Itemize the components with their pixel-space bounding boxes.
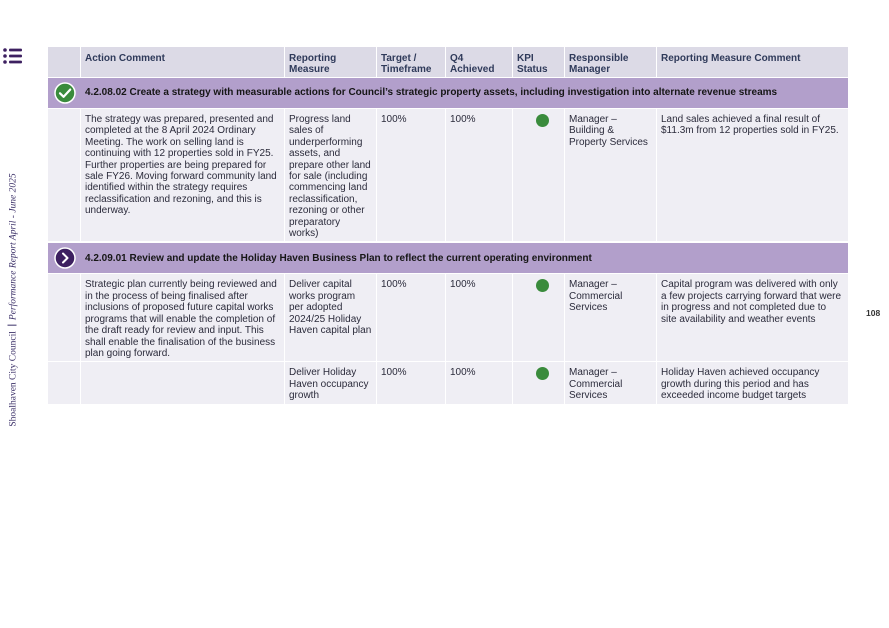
table-header-row — [48, 47, 848, 77]
responsible-manager-cell: Manager – Commercial Services — [565, 274, 657, 362]
action-comment-cell — [81, 362, 285, 404]
header-action-comment: Action Comment — [81, 47, 285, 77]
performance-table — [48, 47, 848, 405]
kpi-status-cell — [513, 274, 565, 362]
header-kpi-status: KPI Status — [513, 47, 565, 77]
responsible-manager-cell: Manager – Commercial Services — [565, 362, 657, 404]
measure-comment-cell: Holiday Haven achieved occupancy growth during this period and has exceeded income budget targets — [657, 362, 848, 404]
header-q4-achieved: Q4 Achieved — [446, 47, 513, 77]
kpi-status-cell — [513, 109, 565, 242]
chevron-right-circle-icon — [54, 247, 76, 269]
measure-comment-cell: Capital program was delivered with only a few projects carrying forward that were in progress and not completed due to site availability and weather events — [657, 274, 848, 362]
table-row — [48, 362, 848, 404]
reporting-measure-cell: Deliver capital works program per adopted 2024/25 Holiday Haven capital plan — [285, 274, 377, 362]
action-title: 4.2.09.01 Review and update the Holiday Haven Business Plan to reflect the current operating environment — [81, 242, 848, 274]
kpi-status-dot — [536, 279, 549, 292]
action-status-cell — [48, 77, 81, 109]
kpi-status-cell — [513, 362, 565, 404]
page-number: 108 — [866, 308, 881, 318]
header-status-cell — [48, 47, 81, 77]
kpi-status-dot — [536, 367, 549, 380]
q4-achieved-cell: 100% — [446, 274, 513, 362]
table-row — [48, 274, 848, 362]
table-row — [48, 109, 848, 242]
kpi-status-dot — [536, 114, 549, 127]
responsible-manager-cell: Manager – Building & Property Services — [565, 109, 657, 242]
action-status-cell — [48, 242, 81, 274]
side-report-title — [8, 173, 19, 426]
table-of-contents-icon[interactable] — [3, 47, 23, 65]
action-comment-cell: The strategy was prepared, presented and completed at the 8 April 2024 Ordinary Meeting. The work on selling land is continuing with 12 properties sold in FY25. Further properties are being prepared for sale FY26. Moving forward community land identified within the strategy requires reclassification and rezoning, and this is underway. — [81, 109, 285, 242]
q4-achieved-cell: 100% — [446, 362, 513, 404]
action-comment-cell: Strategic plan currently being reviewed and in the process of being finalised after inclusions of proposed future capital works programs that will enable the completion of the draft ready for review and input. This shall enable the finalisation of the business plan going forward. — [81, 274, 285, 362]
reporting-measure-cell: Progress land sales of underperforming assets, and prepare other land for sale (including commencing land reclassification, rezoning or other preparatory works) — [285, 109, 377, 242]
q4-achieved-cell: 100% — [446, 109, 513, 242]
target-cell: 100% — [377, 274, 446, 362]
header-reporting-measure: Reporting Measure — [285, 47, 377, 77]
measure-comment-cell: Land sales achieved a final result of $11.3m from 12 properties sold in FY25. — [657, 109, 848, 242]
row-spacer-cell — [48, 109, 81, 242]
header-target: Target / Timeframe — [377, 47, 446, 77]
side-title-separator — [8, 325, 17, 326]
action-title: 4.2.08.02 Create a strategy with measurable actions for Council’s strategic property assets, including investigation into alternate revenue streams — [81, 77, 848, 109]
side-report-name: Performance Report April - June 2025 — [8, 173, 19, 321]
row-spacer-cell — [48, 362, 81, 404]
action-row — [48, 77, 848, 109]
header-measure-comment: Reporting Measure Comment — [657, 47, 848, 77]
action-row — [48, 242, 848, 274]
header-responsible-manager: Responsible Manager — [565, 47, 657, 77]
reporting-measure-cell: Deliver Holiday Haven occupancy growth — [285, 362, 377, 404]
target-cell: 100% — [377, 362, 446, 404]
row-spacer-cell — [48, 274, 81, 362]
check-circle-icon — [54, 82, 76, 104]
side-org-name: Shoalhaven City Council — [8, 331, 19, 427]
target-cell: 100% — [377, 109, 446, 242]
